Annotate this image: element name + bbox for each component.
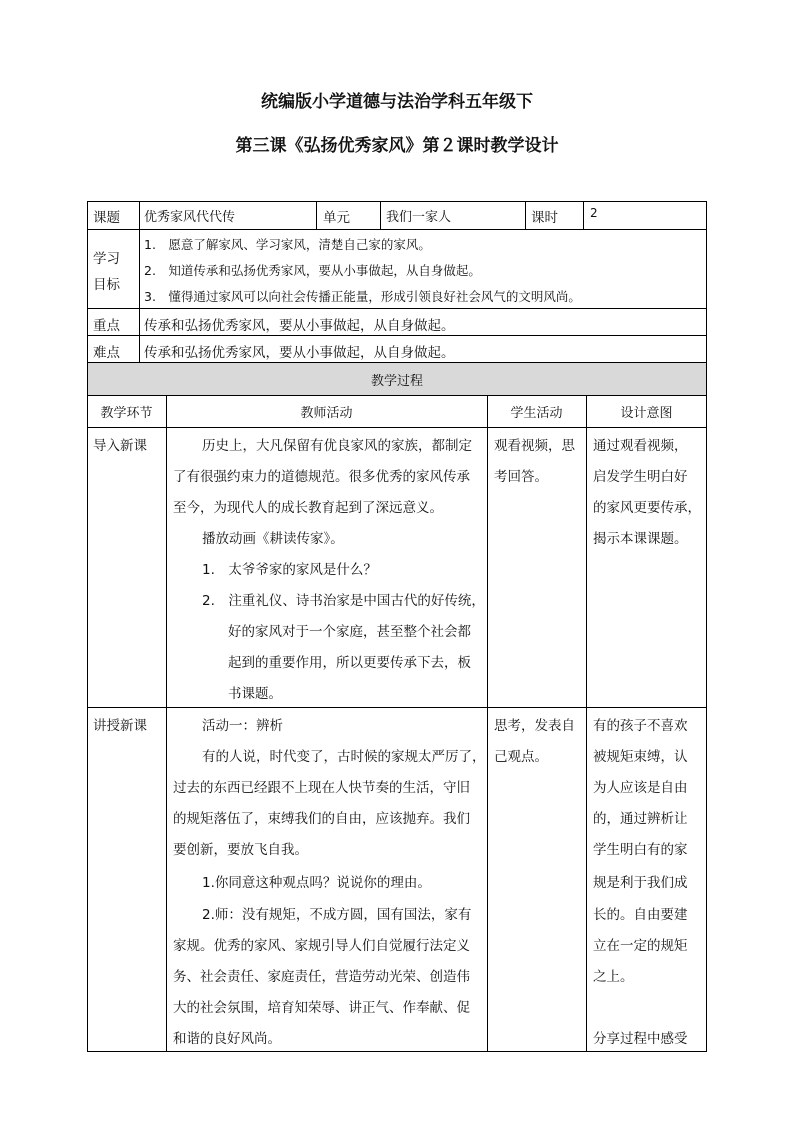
teacher-line: 家规。优秀的家风、家规引导人们自觉履行法定义 [173, 938, 470, 954]
intent-line: 长的。自由要建 [593, 907, 688, 923]
period-value: 2 [590, 206, 598, 220]
col-header-intent: 设计意图 [620, 406, 673, 421]
goal-item-2: 2. 知道传承和弘扬优秀家风，要从小事做起，从自身做起。 [144, 263, 481, 278]
teacher-line: 书课题。 [228, 686, 282, 702]
col-header-teacher: 教师活动 [300, 406, 353, 421]
key-point-label: 重点 [93, 318, 120, 334]
goal-item-1: 1. 愿意了解家风、学习家风，清楚自己家的家风。 [144, 237, 431, 252]
difficulty-value: 传承和弘扬优秀家风，要从小事做起，从自身做起。 [144, 345, 455, 361]
col-header-student: 学生活动 [510, 406, 563, 421]
teacher-line: 和谐的良好风尚。 [173, 1031, 281, 1047]
process-heading: 教学过程 [370, 374, 423, 389]
intent-line: 的家风更要传承， [593, 500, 701, 516]
teacher-line: 起到的重要作用，所以更要传承下去，板 [228, 655, 471, 671]
teacher-line: 过去的东西已经跟不上现在人快节奏的生活，守旧 [173, 780, 470, 796]
goals-label-line1: 学习 [93, 251, 120, 267]
document-title: 统编版小学道德与法治学科五年级下 [261, 92, 533, 112]
intent-line: 启发学生明白好 [593, 469, 688, 485]
student-line: 思考，发表自 [494, 718, 575, 734]
stage-teaching: 讲授新课 [93, 718, 147, 734]
topic-label: 课题 [93, 210, 120, 226]
key-point-value: 传承和弘扬优秀家风，要从小事做起，从自身做起。 [144, 318, 455, 334]
lesson-table [87, 201, 707, 1052]
teacher-line: 大的社会氛围，培育知荣辱、讲正气、作奉献、促 [173, 1000, 470, 1016]
intent-line: 学生明白有的家 [593, 842, 688, 858]
teacher-line: 1. 太爷爷家的家风是什么？ [202, 562, 377, 578]
difficulty-label: 难点 [93, 345, 120, 361]
teacher-line: 要创新，要放飞自我。 [173, 842, 308, 858]
teacher-line: 活动一：辨析 [202, 718, 283, 734]
teacher-line: 2. 注重礼仪、诗书治家是中国古代的好传统， [202, 593, 485, 609]
teacher-line: 务、社会责任、家庭责任，营造劳动光荣、创造伟 [173, 969, 470, 985]
intent-line: 之上。 [593, 969, 634, 985]
student-line: 考回答。 [494, 469, 548, 485]
teacher-line: 了有很强约束力的道德规范。很多优秀的家风传承 [173, 469, 470, 485]
unit-value: 我们一家人 [386, 210, 452, 225]
goals-label-line2: 目标 [93, 277, 120, 293]
intent-line: 立在一定的规矩 [593, 938, 688, 954]
teacher-line: 的规矩落伍了，束缚我们的自由，应该抛弃。我们 [173, 811, 470, 827]
col-header-stage: 教学环节 [100, 406, 153, 421]
intent-line: 规是利于我们成 [593, 875, 688, 891]
teacher-line: 好的家风对于一个家庭，甚至整个社会都 [228, 624, 471, 640]
teacher-line: 历史上，大凡保留有优良家风的家族，都制定 [202, 438, 472, 454]
period-label: 课时 [531, 210, 558, 226]
teacher-line: 有的人说，时代变了，古时候的家规太严厉了， [202, 749, 486, 765]
intent-line: 分享过程中感受 [593, 1031, 688, 1047]
intent-line: 有的孩子不喜欢 [593, 718, 688, 734]
student-line: 观看视频，思 [494, 438, 575, 454]
intent-line: 揭示本课课题。 [593, 531, 688, 547]
unit-label: 单元 [323, 210, 350, 226]
teacher-line: 至今，为现代人的成长教育起到了深远意义。 [173, 500, 443, 516]
topic-value: 优秀家风代代传 [144, 210, 236, 225]
teacher-line: 2.师：没有规矩，不成方圆，国有国法，家有 [202, 907, 472, 923]
teacher-line: 播放动画《耕读传家》。 [202, 531, 344, 547]
intent-line: 的，通过辨析让 [593, 811, 688, 827]
intent-line: 通过观看视频， [593, 438, 688, 454]
intent-line: 被规矩束缚，认 [593, 749, 688, 765]
student-line: 己观点。 [494, 749, 548, 765]
goal-item-3: 3. 懂得通过家风可以向社会传播正能量，形成引领良好社会风气的文明风尚。 [144, 289, 581, 304]
document-subtitle: 第三课《弘扬优秀家风》第２课时教学设计 [235, 136, 559, 156]
teacher-line: 1.你同意这种观点吗？说说你的理由。 [202, 875, 431, 891]
intent-line: 为人应该是自由 [593, 780, 688, 796]
stage-intro: 导入新课 [93, 438, 147, 454]
